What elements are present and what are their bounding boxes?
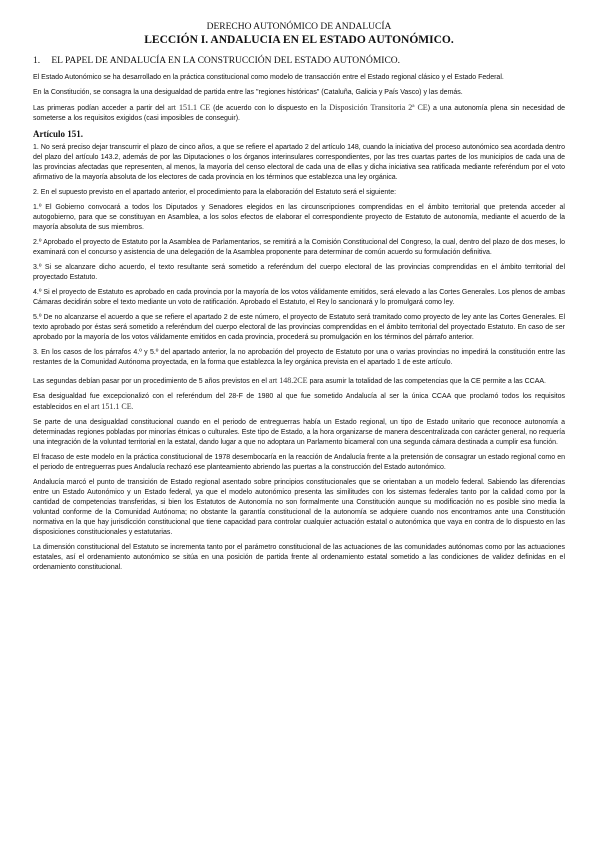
article-heading: Artículo 151.: [33, 129, 83, 139]
intro-paragraph-3: [33, 103, 565, 124]
article-paragraph: 4.º Si el proyecto de Estatuto es aprobado en cada provincia por la mayoría de los votos válidamente emitidos, será elevado a las Cortes Generales. Los plenos de ambas Cámaras decidirán sobre el texto mediante un voto de ratificación. Aprobado el Estatuto, el Rey lo sancionará y lo promulgará como ley.: [33, 289, 565, 306]
article-paragraph: 3. En los casos de los párrafos 4.º y 5.º del apartado anterior, la no aprobación del proyecto de Estatuto por una o varias provincias no impedirá la constitución entre las restantes de la Comunidad Autónoma proyectada, en la forma que establezca la ley orgánica prevista en el apartado 1 de este artículo.: [33, 349, 565, 366]
article-148-link[interactable]: art 148.2CE: [268, 376, 308, 385]
body-paragraph-1: [33, 376, 565, 387]
article-paragraph: 2.º Aprobado el proyecto de Estatuto por la Asamblea de Parlamentarios, se remitirá a la Comisión Constitucional del Congreso, la cual, dentro del plazo de dos meses, lo examinará con el concurso y asistencia de una delegación de la Asamblea proponente para determinar de común acuerdo su formulación definitiva.: [33, 239, 565, 256]
body-paragraph-3: Se parte de una desigualdad constitucional cuando en el periodo de entreguerras había un Estado regional, un tipo de Estado unitario que reconoce autonomía a determinadas regiones pobladas por minorías étnicas o culturales. Este tipo de Estado, a la hora organizarse de manera descentralizada con carácter general, no requería una integración de la voluntad territorial en la estatal, dando lugar a que no adoptara un Parlamento bicameral con una segunda cámara destinada a cumplir esa función.: [33, 419, 565, 446]
document-body: [33, 21, 565, 578]
article-paragraph: 5.º De no alcanzarse el acuerdo a que se refiere el apartado 2 de este número, el proyecto de Estatuto será tramitado como proyecto de ley ante las Cortes Generales. El texto aprobado por éstas será sometido a referéndum del cuerpo electoral de las provincias comprendidas en el ámbito territorial del proyectado Estatuto. En caso de ser aprobado por la mayoría de los votos válidamente emitidos en cada provincia, procederá su promulgación en los términos del párrafo anterior.: [33, 314, 565, 341]
body-text-b: para asumir la totalidad de las competencias que la CE permite a las CCAA.: [307, 378, 547, 385]
body-paragraph-2: [33, 392, 565, 413]
intro-text-a: Las primeras podían acceder a partir del: [33, 105, 168, 112]
body-text-a: Las segundas debían pasar por un procedimiento de 5 años previstos en el: [33, 378, 269, 385]
intro-text-b: (de acuerdo con lo dispuesto en: [210, 105, 321, 112]
article-paragraph: 2. En el supuesto previsto en el apartado anterior, el procedimiento para la elaboración del Estatuto será el siguiente:: [33, 189, 397, 196]
section-heading: [33, 55, 565, 67]
body-paragraph-4: El fracaso de este modelo en la práctica constitucional de 1978 desembocaría en la reacción de Andalucía frente a la pretensión de consagrar un estado regional como en el periodo de entreguerras pues Andalucía rechazó ese planteamiento abriendo las puertas a la construcción del Estado autonómico.: [33, 454, 565, 471]
transitional-provision-link[interactable]: la Disposición Transitoria 2ª CE: [320, 103, 428, 112]
body-text-b: .: [131, 404, 134, 411]
body-text-a: Esa desigualdad fue excepcionalizó con el referéndum del 28-F de 1980 al que fue sometido Andalucía al ser la única CCAA que proclamó todos los requisitos establecidos en el: [33, 393, 565, 411]
intro-paragraph-2: En la Constitución, se consagra la una desigualdad de partida entre las "regiones históricas" (Cataluña, Galicia y País Vasco) y las demás.: [33, 89, 463, 96]
article-151-link[interactable]: art 151.1 CE: [90, 402, 132, 411]
lesson-title: LECCIÓN I. ANDALUCIA EN EL ESTADO AUTONÓMICO.: [144, 34, 454, 46]
intro-paragraph-1: El Estado Autonómico se ha desarrollado en la práctica constitucional como modelo de transacción entre el Estado regional clásico y el Estado Federal.: [33, 74, 504, 81]
body-paragraph-6: La dimensión constitucional del Estatuto se incrementa tanto por el parámetro constitucional de las actuaciones de las comunidades autónomas como por las actuaciones estatales, así el ordenamiento autonómico se sitúa en una posición de partida frente al ordenamiento estatal sometido a las condiciones de validez definidas en el ordenamiento constitucional.: [33, 544, 565, 571]
constitution-article-link[interactable]: art 151.1 CE: [167, 103, 211, 112]
article-paragraph: 1. No será preciso dejar transcurrir el plazo de cinco años, a que se refiere el apartado 2 del artículo 148, cuando la iniciativa del proceso autonómico sea acordada dentro del plazo del artículo 143.2, además de por las Diputaciones o los órganos interinsulares correspondientes, por las tres cuartas partes de los municipios de cada una de las provincias afectadas que representen, al menos, la mayoría del censo electoral de cada una de ellas y dicha iniciativa sea ratificada mediante referéndum por el voto afirmativo de la mayoría absoluta de los electores de cada provincia en los términos que establezca una ley orgánica.: [33, 144, 565, 181]
section-number: 1.: [33, 56, 41, 66]
section-title: EL PAPEL DE ANDALUCÍA EN LA CONSTRUCCIÓN DEL ESTADO AUTONÓMICO.: [51, 56, 401, 66]
document-subject: DERECHO AUTONÓMICO DE ANDALUCÍA: [206, 22, 392, 32]
body-paragraph-5: Andalucía marcó el punto de transición de Estado regional asentado sobre principios constitucionales que se orientaban a un modelo federal. Sabiendo las diferencias entre un Estado Autonómico y un Estado federal, ya que el modelo autonómico presenta las similitudes con los sistemas federales tanto por la calidad como por la cantidad de competencias transferidas, si bien los Estatutos de Autonomía no son formalmente una Constitución aunque su modificación no es posible sino media la voluntad conforme de la Comunidad Autónoma; no obstante la garantía constitucional de la autonomía se adquiere cuando nos encontramos ante una Constitución normativa en la que hay jurisdicción constitucional que tiene capacidad para controlar cualquier actuación estatal o autonómica que vaya en contra de lo dispuesto en las disposiciones constitucionales y estatutarias.: [33, 479, 565, 536]
article-paragraph: 3.º Si se alcanzare dicho acuerdo, el texto resultante será sometido a referéndum del cuerpo electoral de las provincias comprendidas en el ámbito territorial del proyectado Estatuto.: [33, 264, 565, 281]
intro-text-c: ) a una autonomía plena sin necesidad de someterse a los requisitos exigidos (casi imposibles de conseguir).: [33, 105, 565, 122]
article-paragraph: 1.º El Gobierno convocará a todos los Diputados y Senadores elegidos en las circunscripciones comprendidas en el ámbito territorial que pretenda acceder al autogobierno, para que se constituyan en Asamblea, a los solos efectos de elaborar el correspondiente proyecto de Estatuto de autonomía, mediante el acuerdo de la mayoría absoluta de sus miembros.: [33, 204, 565, 231]
